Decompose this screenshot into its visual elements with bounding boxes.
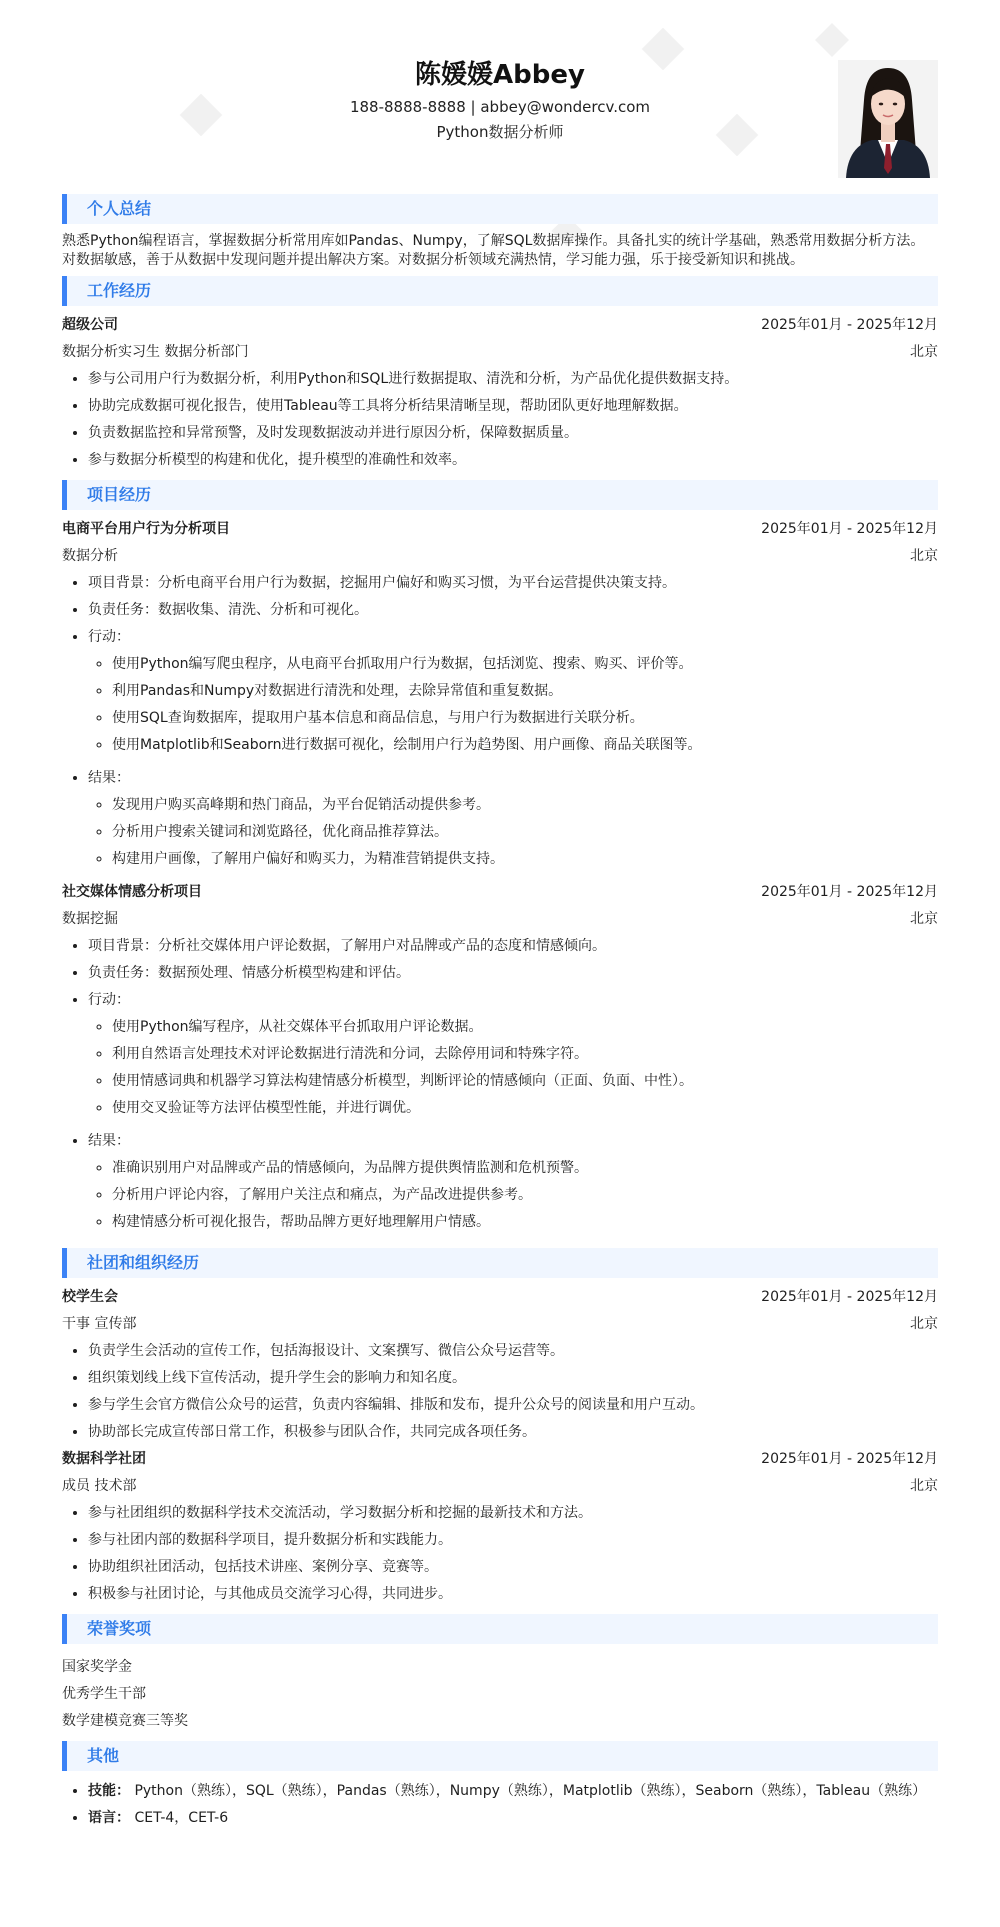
list-item: • 参与学生会官方微信公众号的运营，负责内容编辑、排版和发布，提升公众号的阅读量和用户互动。 (88, 1392, 938, 1419)
list-item (88, 624, 938, 759)
honor-item: 优秀学生干部 (62, 1686, 146, 1702)
list-item: ◦ 准确识别用户对品牌或产品的情感倾向，为品牌方提供舆情监测和危机预警。 (112, 1155, 938, 1182)
section-title-summary: 个人总结 (62, 194, 938, 224)
section-title-honors: 荣誉奖项 (62, 1614, 938, 1644)
list-item: • 负责任务：数据收集、清洗、分析和可视化。 (88, 597, 938, 624)
summary-text: 熟悉Python编程语言，掌握数据分析常用库如Pandas、Numpy，了解SQL数据库操作。具备扎实的统计学基础，熟悉常用数据分析方法。对数据敏感，善于从数据中发现问题并提出解决方案。对数据分析领域充满热情，学习能力强，乐于接受新知识和挑战。 (62, 233, 925, 268)
list-item: ◦ 使用Python编写程序，从社交媒体平台抓取用户评论数据。 (112, 1014, 938, 1041)
list-item: ◦ 使用Python编写爬虫程序，从电商平台抓取用户行为数据，包括浏览、搜索、购买、评价等。 (112, 651, 938, 678)
project-entry (62, 516, 938, 873)
list-item (88, 987, 938, 1122)
list-item: • 负责学生会活动的宣传工作，包括海报设计、文案撰写、微信公众号运营等。 (88, 1338, 938, 1365)
project-location: 北京 (910, 548, 938, 564)
profile-photo (838, 60, 938, 178)
language-label: 语言： (88, 1810, 130, 1826)
list-item: ◦ 构建用户画像，了解用户偏好和购买力，为精准营销提供支持。 (112, 846, 938, 873)
honor-item: 国家奖学金 (62, 1659, 132, 1675)
target-role: Python数据分析师 (436, 123, 564, 141)
resume-content (62, 194, 938, 1832)
avatar-illustration-icon (838, 60, 938, 178)
section-title-work: 工作经历 (62, 276, 938, 306)
list-item: ◦ 利用Pandas和Numpy对数据进行清洗和处理，去除异常值和重复数据。 (112, 678, 938, 705)
language-item (88, 1805, 938, 1832)
honor-item: 数学建模竞赛三等奖 (62, 1713, 188, 1729)
work-date: 2025年01月 - 2025年12月 (761, 317, 938, 333)
list-item: ◦ 使用SQL查询数据库，提取用户基本信息和商品信息，与用户行为数据进行关联分析。 (112, 705, 938, 732)
list-item: • 参与社团内部的数据科学项目，提升数据分析和实践能力。 (88, 1527, 938, 1554)
work-location: 北京 (910, 344, 938, 360)
club-role: 成员 技术部 (62, 1478, 137, 1494)
skills-text: Python（熟练），SQL（熟练），Pandas（熟练），Numpy（熟练），Matplotlib（熟练），Seaborn（熟练），Tableau（熟练） (130, 1783, 927, 1799)
club-role: 干事 宣传部 (62, 1316, 137, 1332)
contact-info: 188-8888-8888 | abbey@wondercv.com (349, 98, 651, 116)
list-item: • 积极参与社团讨论，与其他成员交流学习心得，共同进步。 (88, 1581, 938, 1608)
list-item: ◦ 分析用户搜索关键词和浏览路径，优化商品推荐算法。 (112, 819, 938, 846)
club-location: 北京 (910, 1316, 938, 1332)
list-item: • 负责数据监控和异常预警，及时发现数据波动并进行原因分析，保障数据质量。 (88, 420, 938, 447)
list-item: • 项目背景：分析社交媒体用户评论数据，了解用户对品牌或产品的态度和情感倾向。 (88, 933, 938, 960)
list-item: • 协助部长完成宣传部日常工作，积极参与团队合作，共同完成各项任务。 (88, 1419, 938, 1446)
club-entry (62, 1446, 938, 1608)
list-item: • 参与数据分析模型的构建和优化，提升模型的准确性和效率。 (88, 447, 938, 474)
action-label: 行动： (88, 629, 130, 645)
result-label: 结果： (88, 1133, 130, 1149)
club-entry (62, 1284, 938, 1446)
work-org: 超级公司 (62, 317, 118, 333)
candidate-name: 陈媛媛Abbey (415, 60, 585, 90)
list-item: • 协助组织社团活动，包括技术讲座、案例分享、竞赛等。 (88, 1554, 938, 1581)
project-name: 电商平台用户行为分析项目 (62, 521, 230, 537)
list-item (88, 1128, 938, 1236)
section-title-other: 其他 (62, 1741, 938, 1771)
language-text: CET-4，CET-6 (130, 1810, 229, 1826)
club-org: 数据科学社团 (62, 1451, 146, 1467)
club-org: 校学生会 (62, 1289, 118, 1305)
result-label: 结果： (88, 770, 130, 786)
list-item: • 参与社团组织的数据科学技术交流活动，学习数据分析和挖掘的最新技术和方法。 (88, 1500, 938, 1527)
list-item: ◦ 使用交叉验证等方法评估模型性能，并进行调优。 (112, 1095, 938, 1122)
list-item: ◦ 分析用户评论内容，了解用户关注点和痛点，为产品改进提供参考。 (112, 1182, 938, 1209)
project-name: 社交媒体情感分析项目 (62, 884, 202, 900)
list-item: ◦ 使用Matplotlib和Seaborn进行数据可视化，绘制用户行为趋势图、用户画像、商品关联图等。 (112, 732, 938, 759)
list-item: ◦ 构建情感分析可视化报告，帮助品牌方更好地理解用户情感。 (112, 1209, 938, 1236)
list-item: • 负责任务：数据预处理、情感分析模型构建和评估。 (88, 960, 938, 987)
club-location: 北京 (910, 1478, 938, 1494)
list-item: • 参与公司用户行为数据分析，利用Python和SQL进行数据提取、清洗和分析，为产品优化提供数据支持。 (88, 366, 938, 393)
project-location: 北京 (910, 911, 938, 927)
project-role: 数据分析 (62, 548, 118, 564)
skills-item (88, 1777, 938, 1805)
skills-label: 技能： (88, 1783, 130, 1799)
project-date: 2025年01月 - 2025年12月 (761, 521, 938, 537)
list-item: ◦ 使用情感词典和机器学习算法构建情感分析模型，判断评论的情感倾向（正面、负面、中性）。 (112, 1068, 938, 1095)
action-label: 行动： (88, 992, 130, 1008)
list-item: ◦ 利用自然语言处理技术对评论数据进行清洗和分词，去除停用词和特殊字符。 (112, 1041, 938, 1068)
list-item (88, 765, 938, 873)
work-entry (62, 312, 938, 474)
work-role: 数据分析实习生 数据分析部门 (62, 344, 249, 360)
section-title-projects: 项目经历 (62, 480, 938, 510)
list-item: • 项目背景：分析电商平台用户行为数据，挖掘用户偏好和购买习惯，为平台运营提供决策支持。 (88, 570, 938, 597)
project-date: 2025年01月 - 2025年12月 (761, 884, 938, 900)
section-title-clubs: 社团和组织经历 (62, 1248, 938, 1278)
club-date: 2025年01月 - 2025年12月 (761, 1451, 938, 1467)
club-date: 2025年01月 - 2025年12月 (761, 1289, 938, 1305)
project-role: 数据挖掘 (62, 911, 118, 927)
project-entry (62, 879, 938, 1236)
list-item: • 协助完成数据可视化报告，使用Tableau等工具将分析结果清晰呈现，帮助团队更好地理解数据。 (88, 393, 938, 420)
list-item: • 组织策划线上线下宣传活动，提升学生会的影响力和知名度。 (88, 1365, 938, 1392)
list-item: ◦ 发现用户购买高峰期和热门商品，为平台促销活动提供参考。 (112, 792, 938, 819)
